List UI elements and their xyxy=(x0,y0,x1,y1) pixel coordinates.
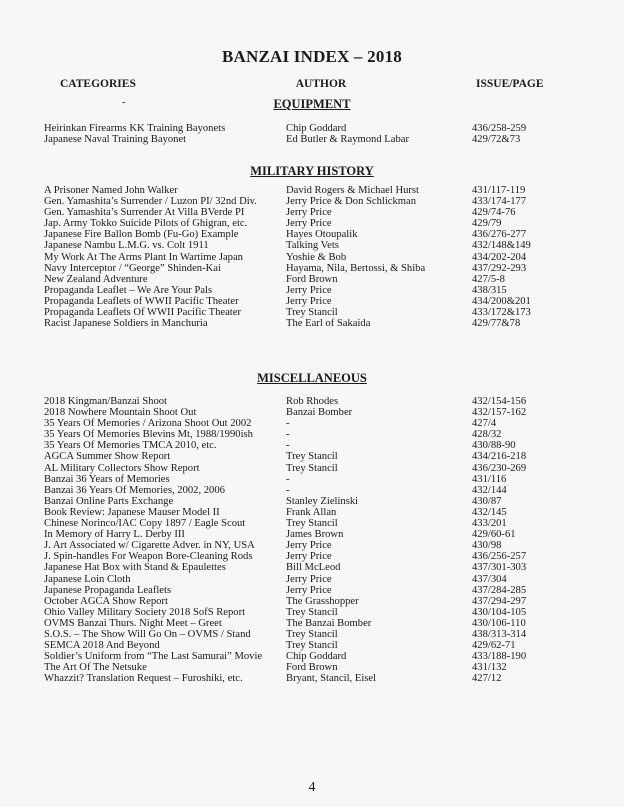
entry-author: Jerry Price xyxy=(286,295,332,307)
index-row xyxy=(0,274,624,285)
entry-issue-page: 437/304 xyxy=(472,573,507,585)
entry-issue-page: 429/62-71 xyxy=(472,640,516,652)
index-row xyxy=(0,518,624,529)
index-row xyxy=(0,207,624,218)
entry-issue-page: 437/292-293 xyxy=(472,262,527,274)
entry-author: Jerry Price xyxy=(286,573,332,585)
entry-title: Ohio Valley Military Society 2018 SofS Report xyxy=(44,606,246,618)
entry-title: Jap. Army Tokko Suicide Pilots of Ghigran, etc. xyxy=(44,218,248,230)
index-row xyxy=(0,629,624,640)
entry-issue-page: 438/313-314 xyxy=(472,628,527,640)
entry-title: Racist Japanese Soldiers in Manchuria xyxy=(44,318,208,330)
index-row xyxy=(0,607,624,618)
entry-issue-page: 430/87 xyxy=(472,495,502,507)
entry-title: Book Review: Japanese Mauser Model II xyxy=(44,506,220,518)
entry-author: Ford Brown xyxy=(286,273,338,285)
entry-title: J. Spin-handles For Weapon Bore-Cleaning Rods xyxy=(44,551,253,563)
entry-title: Japanese Loin Cloth xyxy=(44,573,131,585)
index-row xyxy=(0,485,624,496)
entry-author: Trey Stancil xyxy=(286,462,338,474)
header-author: AUTHOR xyxy=(295,78,347,90)
entry-title: Japanese Propaganda Leaflets xyxy=(44,584,172,596)
index-row xyxy=(0,318,624,329)
index-row xyxy=(0,218,624,229)
index-row xyxy=(0,396,624,407)
entry-issue-page: 430/88-90 xyxy=(472,440,516,452)
index-row xyxy=(0,252,624,263)
entry-title: Heirinkan Firearms KK Training Bayonets xyxy=(44,123,226,134)
index-row xyxy=(0,618,624,629)
entry-title: Soldier’s Uniform from “The Last Samurai” Movie xyxy=(44,651,263,663)
entry-title: Gen. Yamashita’s Surrender / Luzon PI/ 32nd Div. xyxy=(44,196,257,208)
entry-title: Propaganda Leaflet – We Are Your Pals xyxy=(44,284,213,296)
entry-issue-page: 431/116 xyxy=(472,473,507,485)
entry-title: October AGCA Show Report xyxy=(44,595,168,607)
entry-author: Chip Goddard xyxy=(286,123,347,134)
index-row xyxy=(0,673,624,684)
entry-author: - xyxy=(286,429,290,441)
entry-issue-page: 427/12 xyxy=(472,673,502,685)
entry-title: 2018 Kingman/Banzai Shoot xyxy=(44,396,167,407)
entry-author: Rob Rhodes xyxy=(286,396,339,407)
entry-author: Trey Stancil xyxy=(286,640,338,652)
index-row xyxy=(0,540,624,551)
entry-title: Gen. Yamashita’s Surrender At Villa BVerde PI xyxy=(44,207,245,219)
entry-title: 2018 Nowhere Mountain Shoot Out xyxy=(44,407,197,419)
entry-author: Jerry Price xyxy=(286,284,332,296)
entry-title: Navy Interceptor / “George” Shinden-Kai xyxy=(44,262,221,274)
section-heading-military-history: MILITARY HISTORY xyxy=(250,164,374,178)
entry-issue-page: 429/77&78 xyxy=(472,318,521,330)
entry-author: Yoshie & Bob xyxy=(286,251,347,263)
index-row xyxy=(0,474,624,485)
entry-author: Bill McLeod xyxy=(286,562,341,574)
index-row xyxy=(0,529,624,540)
entry-author: Trey Stancil xyxy=(286,307,338,319)
entry-issue-page: 437/284-285 xyxy=(472,584,527,596)
entry-author: The Banzai Bomber xyxy=(286,617,372,629)
entry-issue-page: 436/258-259 xyxy=(472,123,527,134)
entry-issue-page: 432/157-162 xyxy=(472,407,527,419)
section-rows-equipment xyxy=(0,123,624,145)
entry-issue-page: 429/72&73 xyxy=(472,134,521,146)
stray-dash: - xyxy=(122,96,126,108)
entry-issue-page: 430/106-110 xyxy=(472,617,526,629)
entry-author: Jerry Price & Don Schlickman xyxy=(286,196,417,208)
entry-issue-page: 433/172&173 xyxy=(472,307,531,319)
entry-author: Ford Brown xyxy=(286,662,338,674)
entry-author: Frank Allan xyxy=(286,506,337,518)
entry-issue-page: 437/294-297 xyxy=(472,595,527,607)
entry-author: - xyxy=(286,440,290,452)
entry-author: David Rogers & Michael Hurst xyxy=(286,185,419,196)
index-row xyxy=(0,562,624,573)
index-row xyxy=(0,429,624,440)
entry-title: Chinese Norinco/IAC Copy 1897 / Eagle Scout xyxy=(44,518,246,530)
entry-title: Japanese Hat Box with Stand & Epaulettes xyxy=(44,562,226,574)
entry-issue-page: 431/132 xyxy=(472,662,507,674)
entry-issue-page: 432/154-156 xyxy=(472,396,527,407)
entry-author: Banzai Bomber xyxy=(286,407,353,419)
index-row xyxy=(0,451,624,462)
entry-issue-page: 430/104-105 xyxy=(472,606,527,618)
entry-title: S.O.S. – The Show Will Go On – OVMS / Stand xyxy=(44,628,251,640)
entry-author: James Brown xyxy=(286,529,344,541)
section-heading-equipment: EQUIPMENT xyxy=(273,97,351,111)
entry-author: Trey Stancil xyxy=(286,518,338,530)
entry-author: Jerry Price xyxy=(286,551,332,563)
entry-author: Jerry Price xyxy=(286,218,332,230)
index-row xyxy=(0,507,624,518)
entry-author: Jerry Price xyxy=(286,540,332,552)
entry-title: 35 Years Of Memories / Arizona Shoot Out 2002 xyxy=(44,418,252,430)
entry-title: AL Military Collectors Show Report xyxy=(44,462,200,474)
index-row xyxy=(0,263,624,274)
entry-title: Japanese Fire Ballon Bomb (Fu-Go) Example xyxy=(44,229,239,241)
index-row xyxy=(0,296,624,307)
entry-author: The Earl of Sakaida xyxy=(286,318,371,330)
entry-author: Trey Stancil xyxy=(286,451,338,463)
entry-title: The Art Of The Netsuke xyxy=(44,662,147,674)
section-rows-miscellaneous xyxy=(0,396,624,684)
header-issue-page: ISSUE/PAGE xyxy=(476,78,544,90)
index-row xyxy=(0,134,624,145)
index-row xyxy=(0,463,624,474)
index-row xyxy=(0,662,624,673)
index-row xyxy=(0,585,624,596)
entry-title: 35 Years Of Memories Blevins Mt, 1988/1990ish xyxy=(44,429,253,441)
index-row xyxy=(0,185,624,196)
entry-title: In Memory of Harry L. Derby III xyxy=(44,529,185,541)
section-rows-military-history xyxy=(0,185,624,329)
index-row xyxy=(0,229,624,240)
entry-issue-page: 432/148&149 xyxy=(472,240,531,252)
section-heading-miscellaneous: MISCELLANEOUS xyxy=(257,371,367,385)
entry-issue-page: 436/230-269 xyxy=(472,462,527,474)
index-row xyxy=(0,307,624,318)
entry-title: New Zealand Adventure xyxy=(44,273,148,285)
entry-issue-page: 429/60-61 xyxy=(472,529,516,541)
entry-title: Whazzit? Translation Request – Furoshiki, etc. xyxy=(44,673,243,685)
page-title: BANZAI INDEX – 2018 xyxy=(222,47,402,66)
entry-title: OVMS Banzai Thurs. Night Meet – Greet xyxy=(44,617,222,629)
entry-title: Propaganda Leaflets of WWII Pacific Theater xyxy=(44,295,239,307)
entry-issue-page: 434/216-218 xyxy=(472,451,527,463)
entry-author: Jerry Price xyxy=(286,207,332,219)
entry-author: Trey Stancil xyxy=(286,606,338,618)
entry-issue-page: 436/276-277 xyxy=(472,229,527,241)
index-row xyxy=(0,240,624,251)
entry-title: Banzai Online Parts Exchange xyxy=(44,495,174,507)
entry-author: Trey Stancil xyxy=(286,628,338,640)
entry-author: Talking Vets xyxy=(286,240,339,252)
entry-title: SEMCA 2018 And Beyond xyxy=(44,640,160,652)
entry-issue-page: 434/200&201 xyxy=(472,295,531,307)
entry-title: 35 Years Of Memories TMCA 2010, etc. xyxy=(44,440,217,452)
index-row xyxy=(0,640,624,651)
header-categories: CATEGORIES xyxy=(60,78,136,90)
entry-author: Stanley Zielinski xyxy=(286,495,359,507)
entry-issue-page: 438/315 xyxy=(472,284,507,296)
entry-issue-page: 434/202-204 xyxy=(472,251,527,263)
entry-title: My Work At The Arms Plant In Wartime Japan xyxy=(44,251,243,263)
entry-title: A Prisoner Named John Walker xyxy=(44,185,178,196)
entry-issue-page: 427/5-8 xyxy=(472,273,505,285)
page-number: 4 xyxy=(308,780,316,795)
entry-author: Bryant, Stancil, Eisel xyxy=(286,673,377,685)
index-row xyxy=(0,496,624,507)
index-row xyxy=(0,285,624,296)
entry-author: - xyxy=(286,418,290,430)
entry-issue-page: 433/201 xyxy=(472,518,507,530)
index-row xyxy=(0,196,624,207)
entry-issue-page: 433/188-190 xyxy=(472,651,527,663)
index-row xyxy=(0,418,624,429)
entry-issue-page: 437/301-303 xyxy=(472,562,527,574)
entry-title: Propaganda Leaflets Of WWII Pacific Theater xyxy=(44,307,241,319)
index-row xyxy=(0,551,624,562)
entry-issue-page: 428/32 xyxy=(472,429,502,441)
entry-issue-page: 432/145 xyxy=(472,506,507,518)
index-row xyxy=(0,596,624,607)
index-row xyxy=(0,574,624,585)
entry-author: Chip Goddard xyxy=(286,651,347,663)
entry-author: - xyxy=(286,484,290,496)
entry-issue-page: 427/4 xyxy=(472,418,497,430)
entry-issue-page: 433/174-177 xyxy=(472,196,527,208)
index-row xyxy=(0,123,624,134)
entry-author: Ed Butler & Raymond Labar xyxy=(286,134,409,146)
entry-author: The Grasshopper xyxy=(286,595,359,607)
entry-author: - xyxy=(286,473,290,485)
entry-issue-page: 430/98 xyxy=(472,540,502,552)
entry-issue-page: 436/256-257 xyxy=(472,551,527,563)
entry-issue-page: 431/117-119 xyxy=(472,185,526,196)
entry-issue-page: 429/74-76 xyxy=(472,207,516,219)
entry-title: AGCA Summer Show Report xyxy=(44,451,171,463)
index-row xyxy=(0,651,624,662)
entry-author: Hayama, Nila, Bertossi, & Shiba xyxy=(286,262,426,274)
entry-title: Banzai 36 Years of Memories xyxy=(44,473,170,485)
entry-issue-page: 429/79 xyxy=(472,218,502,230)
entry-author: Hayes Otoupalik xyxy=(286,229,358,241)
entry-title: Banzai 36 Years Of Memories, 2002, 2006 xyxy=(44,484,225,496)
index-row xyxy=(0,407,624,418)
entry-title: Japanese Naval Training Bayonet xyxy=(44,134,187,146)
entry-author: Jerry Price xyxy=(286,584,332,596)
entry-title: J. Art Associated w/ Cigarette Adver. in NY, USA xyxy=(44,540,255,552)
entry-issue-page: 432/144 xyxy=(472,484,507,496)
entry-title: Japanese Nambu L.M.G. vs. Colt 1911 xyxy=(44,240,209,252)
index-row xyxy=(0,440,624,451)
